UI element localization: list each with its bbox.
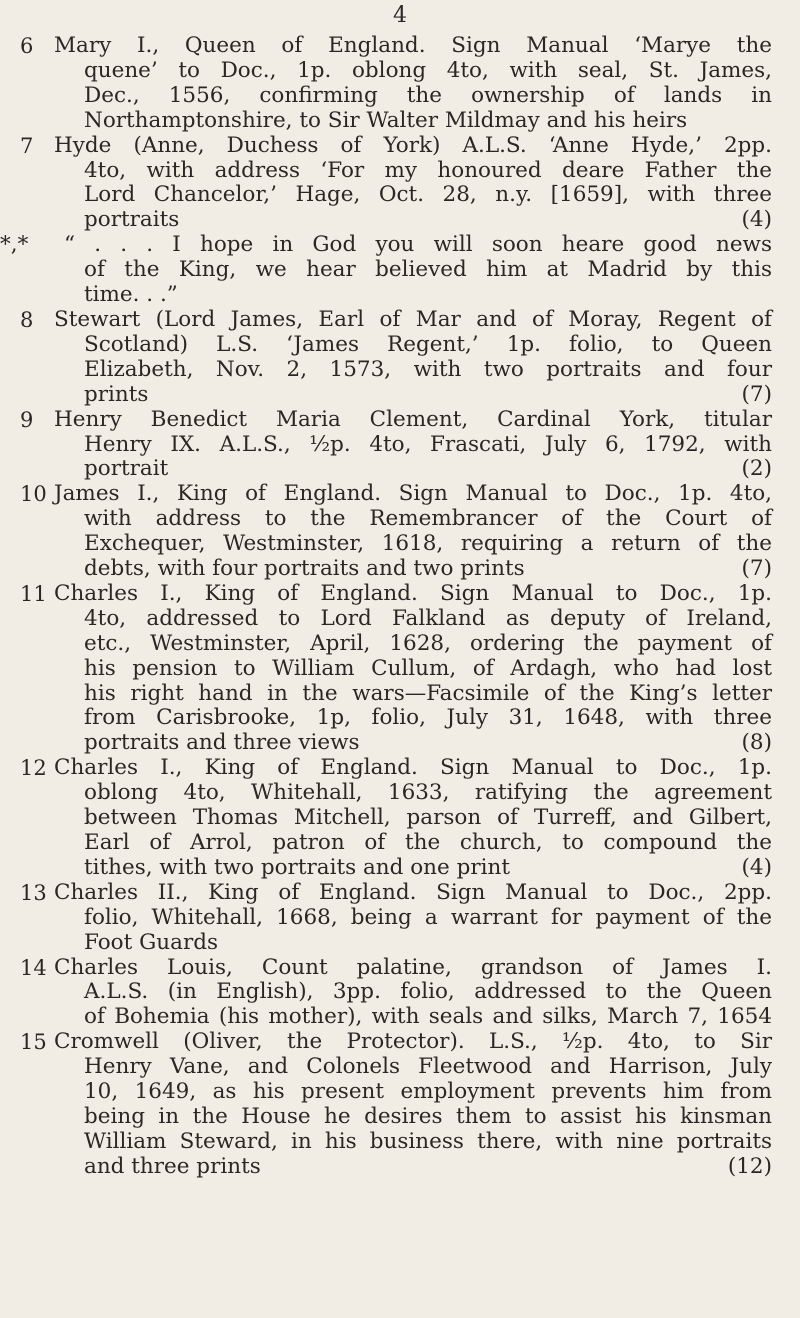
entry-number: 8 — [20, 307, 34, 332]
entry-line: and three prints — [84, 1153, 261, 1179]
item-count: (4) — [741, 854, 772, 880]
entry-line-with-count — [84, 731, 772, 756]
catalogue-entry — [0, 134, 800, 234]
page-number: 4 — [393, 3, 407, 28]
entry-number: 15 — [20, 1030, 47, 1055]
entry-line: 4to, with address ‘For my honoured deare Father the — [84, 157, 772, 183]
entry-number: 7 — [20, 133, 34, 158]
entry-line: Elizabeth, Nov. 2, 1573, with two portraits and four — [84, 356, 772, 382]
entry-line: tithes, with two portraits and one print — [84, 854, 510, 880]
entry-line: Henry Vane, and Colonels Fleetwood and Harrison, July — [84, 1054, 772, 1080]
catalogue-entry — [0, 1030, 800, 1179]
entry-number: 11 — [20, 581, 47, 606]
entry-line: with address to the Remembrancer of the Court of — [84, 506, 772, 532]
entry-number: 12 — [20, 756, 47, 781]
entry-line: time. . .” — [84, 282, 178, 308]
note-marker: *,* — [0, 232, 29, 258]
catalogue-entry — [0, 956, 800, 1031]
entry-line: portraits — [84, 207, 180, 233]
entry-number: 10 — [20, 482, 47, 507]
entry-line-with-count — [84, 208, 772, 233]
catalogue-entry — [0, 34, 800, 134]
entry-line: Charles Louis, Count palatine, grandson of James I. — [54, 954, 772, 980]
entry-line: Charles I., King of England. Sign Manual to Doc., 1p. — [54, 755, 772, 781]
entry-line: folio, Whitehall, 1668, being a warrant for payment of the — [84, 904, 772, 930]
entry-line: being in the House he desires them to assist his kinsman — [84, 1103, 772, 1129]
entry-line: 4to, addressed to Lord Falkland as deputy of Ireland, — [84, 605, 772, 631]
entry-number: 9 — [20, 407, 34, 432]
catalogue-entry — [0, 582, 800, 756]
entry-line: Cromwell (Oliver, the Protector). L.S., ½p. 4to, to Sir — [54, 1029, 772, 1055]
entry-line: portrait — [84, 456, 169, 482]
entry-number: 6 — [20, 34, 34, 58]
entry-line-with-count — [84, 1155, 772, 1180]
entry-line: Mary I., Queen of England. Sign Manual ‘Marye the — [54, 33, 772, 58]
entry-line: Henry IX. A.L.S., ½p. 4to, Frascati, July 6, 1792, with — [84, 431, 772, 457]
catalogue-entry — [0, 408, 800, 483]
item-count: (7) — [741, 556, 772, 582]
catalogue-entry — [0, 482, 800, 582]
item-count: (12) — [727, 1153, 772, 1179]
entry-line: from Carisbrooke, 1p, folio, July 31, 1648, with three — [84, 705, 772, 731]
catalogue-note — [0, 233, 800, 308]
entry-line: debts, with four portraits and two prints — [84, 556, 525, 582]
entry-line: Lord Chancelor,’ Hage, Oct. 28, n.y. [1659], with three — [84, 182, 772, 208]
entry-line: portraits and three views — [84, 730, 360, 756]
entry-line: William Steward, in his business there, with nine portraits — [84, 1128, 772, 1154]
entry-line: A.L.S. (in English), 3pp. folio, addressed to the Queen — [84, 979, 772, 1005]
entry-line: etc., Westminster, April, 1628, ordering the payment of — [84, 630, 772, 656]
entry-line: his right hand in the wars—Facsimile of the King’s letter — [84, 680, 772, 706]
catalogue-entries — [0, 34, 800, 1180]
item-count: (7) — [741, 381, 772, 407]
item-count: (2) — [741, 456, 772, 482]
entry-line: between Thomas Mitchell, parson of Turreff, and Gilbert, — [84, 805, 772, 831]
entry-line: his pension to William Cullum, of Ardagh, who had lost — [84, 655, 772, 681]
entry-line: Charles II., King of England. Sign Manual to Doc., 2pp. — [54, 879, 772, 905]
entry-line: oblong 4to, Whitehall, 1633, ratifying the agreement — [84, 780, 772, 806]
entry-line: Hyde (Anne, Duchess of York) A.L.S. ‘Anne Hyde,’ 2pp. — [54, 132, 772, 158]
entry-line: Charles I., King of England. Sign Manual to Doc., 1p. — [54, 580, 772, 606]
entry-line: of the King, we hear believed him at Madrid by this — [84, 257, 772, 283]
entry-number: 13 — [20, 880, 47, 905]
entry-line: prints — [84, 381, 149, 407]
entry-line: Earl of Arrol, patron of the church, to compound the — [84, 830, 772, 855]
entry-line: 10, 1649, as his present employment prevents him from — [84, 1079, 772, 1105]
note-line — [0, 232, 772, 258]
entry-number: 14 — [20, 955, 47, 980]
catalogue-entry — [0, 756, 800, 881]
catalogue-entry — [0, 308, 800, 408]
entry-line: Dec., 1556, confirming the ownership of lands in — [84, 82, 772, 108]
entry-line-with-count — [84, 856, 772, 881]
entry-line: Scotland) L.S. ‘James Regent,’ 1p. folio, to Queen — [84, 331, 772, 357]
entry-line-with-count — [84, 383, 772, 408]
item-count: (8) — [741, 730, 772, 756]
entry-line: Exchequer, Westminster, 1618, requiring a return of the — [84, 531, 772, 557]
entry-line: Henry Benedict Maria Clement, Cardinal York, titular — [54, 406, 772, 432]
entry-line-with-count — [84, 457, 772, 482]
entry-line: James I., King of England. Sign Manual to Doc., 1p. 4to, — [54, 481, 772, 507]
entry-line: Foot Guards — [84, 929, 219, 955]
item-count: (4) — [741, 207, 772, 233]
entry-line: of Bohemia (his mother), with seals and silks, March 7, 1654 — [84, 1004, 772, 1030]
entry-line: quene’ to Doc., 1p. oblong 4to, with seal, St. James, — [84, 57, 772, 83]
entry-line: “ . . . I hope in God you will soon heare good news — [64, 232, 772, 258]
catalogue-entry — [0, 881, 800, 956]
entry-line: Stewart (Lord James, Earl of Mar and of Moray, Regent of — [54, 306, 772, 332]
entry-line-with-count — [84, 557, 772, 582]
entry-line: Northamptonshire, to Sir Walter Mildmay and his heirs — [84, 107, 688, 133]
